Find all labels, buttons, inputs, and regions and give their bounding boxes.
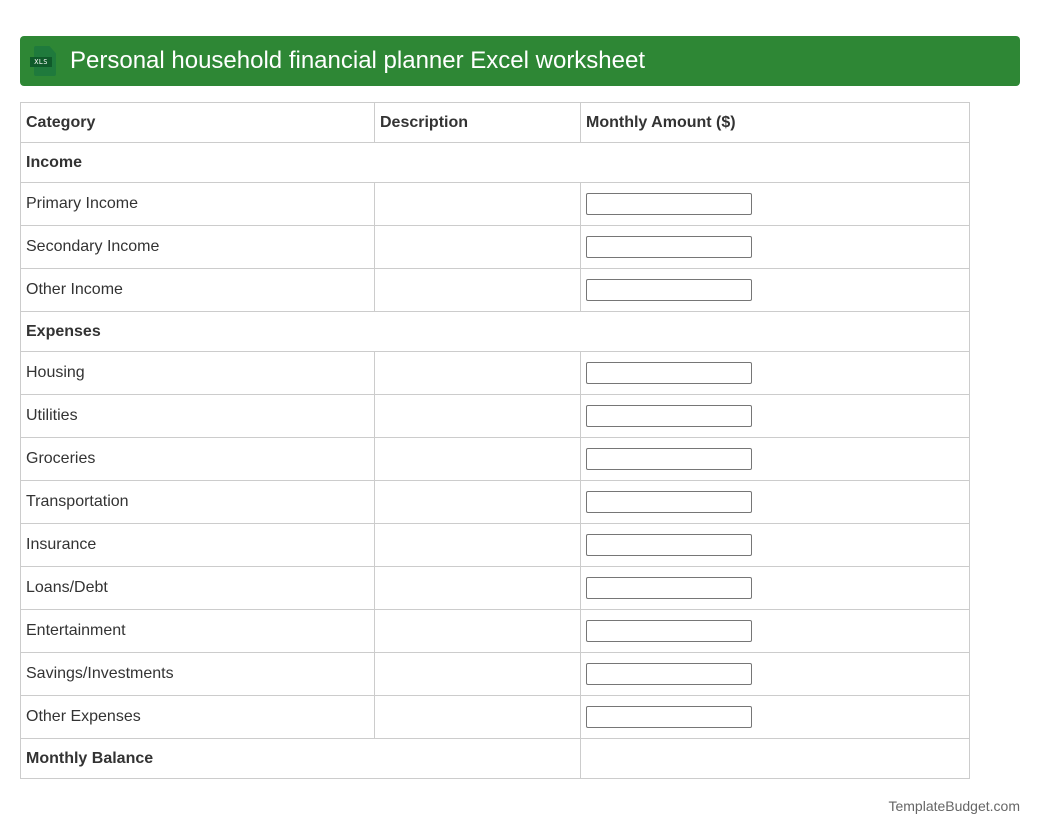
- table-row: [21, 226, 970, 269]
- description-cell: [375, 438, 581, 481]
- table-row: [21, 395, 970, 438]
- table-row: [21, 524, 970, 567]
- category-cell: Other Expenses: [21, 696, 375, 739]
- description-cell: [375, 395, 581, 438]
- amount-cell: [581, 352, 970, 395]
- column-header-description: Description: [375, 103, 581, 143]
- amount-input-insurance[interactable]: [586, 534, 752, 556]
- amount-input-loans-debt[interactable]: [586, 577, 752, 599]
- category-cell: Transportation: [21, 481, 375, 524]
- footer-brand: TemplateBudget.com: [888, 798, 1020, 814]
- amount-cell: [581, 395, 970, 438]
- amount-cell: [581, 438, 970, 481]
- amount-cell: [581, 610, 970, 653]
- description-cell: [375, 610, 581, 653]
- title-bar: [20, 36, 1020, 86]
- amount-cell: [581, 481, 970, 524]
- financial-planner-table: [20, 102, 970, 779]
- amount-input-utilities[interactable]: [586, 405, 752, 427]
- table-row: [21, 438, 970, 481]
- xls-icon-label: XLS: [30, 57, 52, 67]
- description-cell: [375, 352, 581, 395]
- table-row: [21, 481, 970, 524]
- description-cell: [375, 481, 581, 524]
- amount-input-other-expenses[interactable]: [586, 706, 752, 728]
- description-cell: [375, 653, 581, 696]
- table-row: [21, 610, 970, 653]
- table-row: [21, 352, 970, 395]
- column-header-category: Category: [21, 103, 375, 143]
- section-label: Income: [21, 143, 970, 183]
- xls-file-icon: [30, 46, 58, 76]
- category-cell: Housing: [21, 352, 375, 395]
- table-header-row: [21, 103, 970, 143]
- description-cell: [375, 524, 581, 567]
- section-row-income: [21, 143, 970, 183]
- category-cell: Savings/Investments: [21, 653, 375, 696]
- description-cell: [375, 269, 581, 312]
- category-cell: Primary Income: [21, 183, 375, 226]
- monthly-balance-label: Monthly Balance: [21, 739, 581, 779]
- amount-cell: [581, 653, 970, 696]
- category-cell: Secondary Income: [21, 226, 375, 269]
- section-row-expenses: [21, 312, 970, 352]
- table-row: [21, 567, 970, 610]
- category-cell: Groceries: [21, 438, 375, 481]
- description-cell: [375, 567, 581, 610]
- description-cell: [375, 696, 581, 739]
- category-cell: Loans/Debt: [21, 567, 375, 610]
- amount-input-entertainment[interactable]: [586, 620, 752, 642]
- amount-cell: [581, 696, 970, 739]
- section-label: Expenses: [21, 312, 970, 352]
- category-cell: Utilities: [21, 395, 375, 438]
- amount-input-secondary-income[interactable]: [586, 236, 752, 258]
- amount-cell: [581, 269, 970, 312]
- amount-cell: [581, 524, 970, 567]
- amount-input-savings-investments[interactable]: [586, 663, 752, 685]
- monthly-balance-value: [581, 739, 970, 779]
- amount-cell: [581, 183, 970, 226]
- category-cell: Other Income: [21, 269, 375, 312]
- category-cell: Entertainment: [21, 610, 375, 653]
- table-row: [21, 269, 970, 312]
- page-title: Personal household financial planner Excel worksheet: [70, 47, 646, 74]
- column-header-monthly-amount: Monthly Amount ($): [581, 103, 970, 143]
- table-row: [21, 696, 970, 739]
- monthly-balance-row: [21, 739, 970, 779]
- amount-input-housing[interactable]: [586, 362, 752, 384]
- amount-input-other-income[interactable]: [586, 279, 752, 301]
- amount-input-primary-income[interactable]: [586, 193, 752, 215]
- amount-cell: [581, 567, 970, 610]
- amount-cell: [581, 226, 970, 269]
- table-row: [21, 653, 970, 696]
- description-cell: [375, 183, 581, 226]
- category-cell: Insurance: [21, 524, 375, 567]
- amount-input-groceries[interactable]: [586, 448, 752, 470]
- description-cell: [375, 226, 581, 269]
- amount-input-transportation[interactable]: [586, 491, 752, 513]
- table-row: [21, 183, 970, 226]
